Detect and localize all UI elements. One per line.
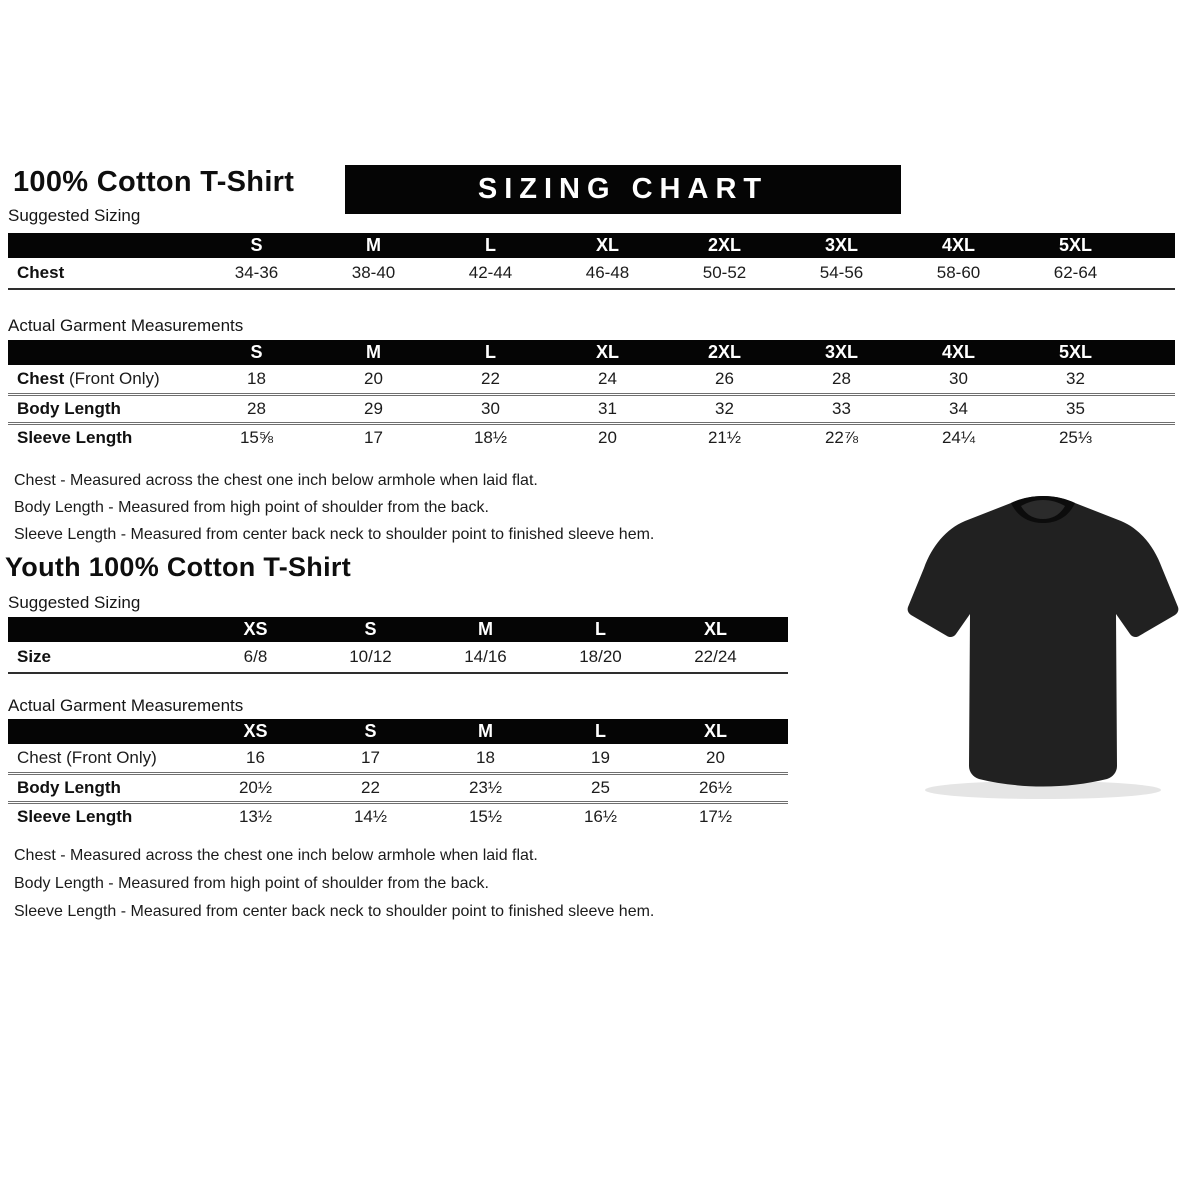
measurement-cell: 31 <box>598 398 617 418</box>
youth-actual-measurements-table <box>8 719 788 831</box>
youth-section-title: Youth 100% Cotton T-Shirt <box>5 552 351 582</box>
size-column-header: 5XL <box>1017 340 1134 365</box>
tshirt-body <box>908 496 1179 787</box>
measurement-cell: 14½ <box>353 807 388 827</box>
measurement-cell: 15⅝ <box>239 428 274 448</box>
measurement-cell: 17½ <box>698 807 733 827</box>
measurement-cell: 54-56 <box>819 263 864 282</box>
measurement-cell: 28 <box>247 398 266 418</box>
note-sleeve-length: Sleeve Length - Measured from center back neck to shoulder point to finished sleeve hem. <box>14 903 655 920</box>
header-spacer <box>8 340 198 365</box>
size-column-header: 3XL <box>783 340 900 365</box>
size-column-header: M <box>315 233 432 258</box>
measurement-cell: 34 <box>949 398 968 418</box>
row-label-suffix: (Front Only) <box>61 747 157 767</box>
note-chest: Chest - Measured across the chest one inch below armhole when laid flat. <box>14 472 538 489</box>
row-label-cell <box>8 773 198 802</box>
row-label: Chest <box>17 368 65 388</box>
measurement-cell: 18½ <box>473 428 508 448</box>
measurement-cell: 24 <box>598 368 617 388</box>
measurement-cell: 26 <box>715 368 734 388</box>
measurement-cell: 21½ <box>707 428 742 448</box>
measurement-cell: 17 <box>361 747 380 767</box>
measurement-cell: 62-64 <box>1053 263 1098 282</box>
measurement-cell: 16½ <box>583 807 618 827</box>
adult-measurement-notes <box>14 467 654 548</box>
table-row-sleeve-length <box>8 423 1175 452</box>
adult-suggested-header-row <box>8 233 1175 258</box>
measurement-cell: 22 <box>361 777 380 797</box>
table-row-body-length <box>8 394 1175 423</box>
spacer-cell <box>773 802 788 831</box>
size-column-header: XS <box>198 617 313 642</box>
measurement-cell: 20½ <box>238 777 273 797</box>
tshirt-product-image <box>893 468 1193 813</box>
measurement-cell: 23½ <box>468 777 503 797</box>
measurement-cell: 46-48 <box>585 263 630 282</box>
row-label-cell <box>8 423 198 452</box>
size-column-header: 3XL <box>783 233 900 258</box>
size-column-header: XL <box>549 340 666 365</box>
row-label-cell <box>8 744 198 773</box>
measurement-cell: 22 <box>481 368 500 388</box>
measurement-cell: 22⅞ <box>824 428 859 448</box>
measurement-cell: 18 <box>476 747 495 767</box>
spacer-cell <box>773 773 788 802</box>
page-title: 100% Cotton T-Shirt <box>13 166 295 198</box>
measurement-cell: 30 <box>949 368 968 388</box>
table-row-chest <box>8 744 788 773</box>
measurement-cell: 24¼ <box>941 428 976 448</box>
youth-actual-measurements-label: Actual Garment Measurements <box>8 696 244 715</box>
note-chest: Chest - Measured across the chest one inch below armhole when laid flat. <box>14 847 538 864</box>
row-label-suffix: (Front Only) <box>64 368 160 388</box>
size-column-header: L <box>543 719 658 744</box>
header-spacer <box>1134 233 1175 258</box>
size-column-header: M <box>315 340 432 365</box>
size-column-header: L <box>432 340 549 365</box>
youth-measurement-notes <box>14 842 654 926</box>
row-label-cell <box>8 394 198 423</box>
table-row-chest <box>8 365 1175 394</box>
measurement-cell: 15½ <box>468 807 503 827</box>
measurement-cell: 42-44 <box>468 263 513 282</box>
measurement-cell: 34-36 <box>234 263 279 282</box>
size-column-header: XS <box>198 719 313 744</box>
table-row-sleeve-length <box>8 802 788 831</box>
row-label: Body Length <box>17 777 121 797</box>
youth-suggested-sizing-label: Suggested Sizing <box>8 593 141 612</box>
measurement-cell: 29 <box>364 398 383 418</box>
spacer-cell <box>1134 258 1175 289</box>
measurement-cell: 22/24 <box>694 647 737 666</box>
row-label: Body Length <box>17 398 121 418</box>
note-body-length: Body Length - Measured from high point of shoulder from the back. <box>14 875 489 892</box>
size-column-header: XL <box>658 617 773 642</box>
spacer-cell <box>773 642 788 673</box>
size-column-header: 2XL <box>666 340 783 365</box>
size-column-header: S <box>198 340 315 365</box>
size-column-header: XL <box>549 233 666 258</box>
size-column-header: 4XL <box>900 233 1017 258</box>
table-row-size <box>8 642 788 673</box>
note-body-length: Body Length - Measured from high point of shoulder from the back. <box>14 499 489 516</box>
measurement-cell: 20 <box>706 747 725 767</box>
size-column-header: L <box>543 617 658 642</box>
row-label-cell <box>8 802 198 831</box>
measurement-cell: 58-60 <box>936 263 981 282</box>
header-spacer <box>8 719 198 744</box>
row-label: Sleeve Length <box>17 807 133 827</box>
size-column-header: XL <box>658 719 773 744</box>
header-spacer <box>8 617 198 642</box>
measurement-cell: 26½ <box>698 777 733 797</box>
measurement-cell: 20 <box>598 428 617 448</box>
header-spacer <box>8 233 198 258</box>
row-label: Chest <box>17 747 62 767</box>
size-column-header: S <box>313 719 428 744</box>
header-spacer <box>773 719 788 744</box>
measurement-cell: 19 <box>591 747 610 767</box>
adult-actual-header-row <box>8 340 1175 365</box>
size-column-header: M <box>428 617 543 642</box>
row-label-cell <box>8 642 198 673</box>
size-column-header: 5XL <box>1017 233 1134 258</box>
measurement-cell: 6/8 <box>243 647 268 666</box>
measurement-cell: 20 <box>364 368 383 388</box>
size-column-header: S <box>313 617 428 642</box>
measurement-cell: 18/20 <box>579 647 622 666</box>
measurement-cell: 14/16 <box>464 647 507 666</box>
sizing-chart-banner <box>345 165 901 214</box>
row-label: Size <box>17 647 52 666</box>
row-label: Sleeve Length <box>17 428 133 448</box>
table-row-body-length <box>8 773 788 802</box>
spacer-cell <box>1134 423 1175 452</box>
header-spacer <box>1134 340 1175 365</box>
measurement-cell: 50-52 <box>702 263 747 282</box>
measurement-cell: 38-40 <box>351 263 396 282</box>
measurement-cell: 10/12 <box>349 647 392 666</box>
sizing-chart-banner-text: SIZING CHART <box>477 173 769 205</box>
adult-suggested-sizing-table <box>8 233 1175 290</box>
measurement-cell: 30 <box>481 398 500 418</box>
measurement-cell: 16 <box>246 747 265 767</box>
spacer-cell <box>1134 365 1175 394</box>
measurement-cell: 35 <box>1066 398 1085 418</box>
table-row <box>8 258 1175 289</box>
measurement-cell: 17 <box>364 428 383 448</box>
youth-suggested-sizing-table <box>8 617 788 674</box>
row-label-cell <box>8 365 198 394</box>
size-column-header: M <box>428 719 543 744</box>
measurement-cell: 33 <box>832 398 851 418</box>
adult-suggested-sizing-label: Suggested Sizing <box>8 206 141 225</box>
adult-actual-measurements-label: Actual Garment Measurements <box>8 316 244 335</box>
row-label: Chest <box>17 263 65 282</box>
measurement-cell: 25⅓ <box>1058 428 1093 448</box>
size-column-header: L <box>432 233 549 258</box>
size-column-header: S <box>198 233 315 258</box>
size-column-header: 4XL <box>900 340 1017 365</box>
measurement-cell: 13½ <box>238 807 273 827</box>
youth-suggested-header-row <box>8 617 788 642</box>
measurement-cell: 25 <box>591 777 610 797</box>
measurement-cell: 32 <box>1066 368 1085 388</box>
adult-actual-measurements-table <box>8 340 1175 452</box>
spacer-cell <box>773 744 788 773</box>
row-label-cell <box>8 258 198 289</box>
header-spacer <box>773 617 788 642</box>
size-column-header: 2XL <box>666 233 783 258</box>
spacer-cell <box>1134 394 1175 423</box>
measurement-cell: 32 <box>715 398 734 418</box>
youth-actual-header-row <box>8 719 788 744</box>
measurement-cell: 28 <box>832 368 851 388</box>
measurement-cell: 18 <box>247 368 266 388</box>
note-sleeve-length: Sleeve Length - Measured from center back neck to shoulder point to finished sleeve hem. <box>14 526 655 543</box>
